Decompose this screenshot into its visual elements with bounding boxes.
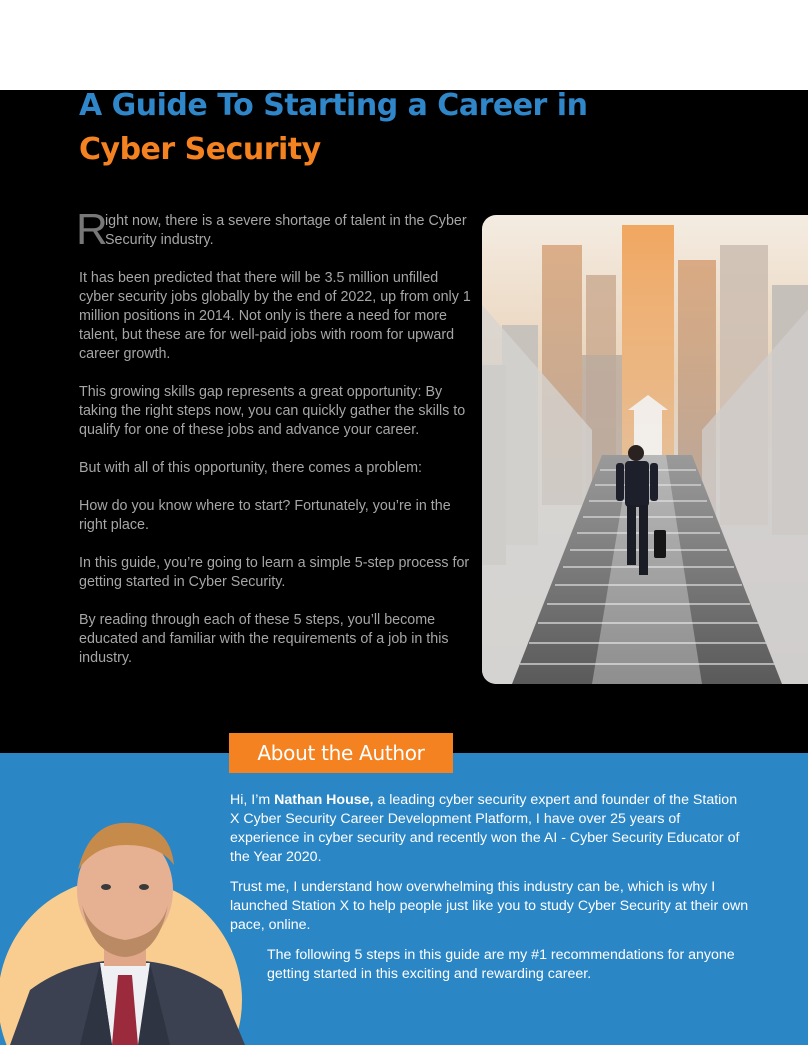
page-title — [79, 84, 779, 172]
intro-paragraph-1 — [76, 205, 471, 254]
hero-image-staircase — [482, 215, 808, 684]
author-photo — [0, 815, 250, 1045]
author-bio — [230, 791, 750, 995]
intro-paragraph-1-text: ight now, there is a severe shortage of talent in the Cyber Security industry. — [105, 213, 467, 248]
author-paragraph-1 — [230, 791, 750, 867]
author-name: Nathan House, — [274, 792, 374, 808]
drop-cap: R — [76, 205, 108, 254]
intro-paragraph-3: This growing skills gap represents a great opportunity: By taking the right steps now, you can quickly gather the skills to qualify for one of these jobs and advance your career. — [79, 384, 466, 438]
intro-paragraph-5: How do you know where to start? Fortunately, you’re in the right place. — [79, 498, 451, 533]
top-white-band — [0, 0, 808, 90]
author-greeting: Hi, I’m — [230, 792, 271, 808]
staircase-illustration — [482, 215, 808, 684]
author-portrait — [0, 815, 250, 1045]
author-paragraph-1-text: a leading cyber security expert and founder of the Station X Cyber Security Career Development Platform, I have over 25 years of experience in cyber security and recently won the AI - Cyber Security Educator of the Year 2020. — [230, 792, 740, 865]
intro-paragraph-4: But with all of this opportunity, there comes a problem: — [79, 460, 423, 476]
title-line-blue: A Guide To Starting a Career in — [79, 88, 588, 123]
author-paragraph-3: The following 5 steps in this guide are my #1 recommendations for anyone getting started in this exciting and rewarding career. — [267, 947, 735, 982]
intro-paragraph-7: By reading through each of these 5 steps, you’ll become educated and familiar with the requirements of a job in this industry. — [79, 612, 449, 666]
author-paragraph-2: Trust me, I understand how overwhelming this industry can be, which is why I launched Station X to help people just like you to study Cyber Security at their own pace, online. — [230, 879, 749, 933]
intro-text — [76, 205, 471, 687]
intro-paragraph-2: It has been predicted that there will be 3.5 million unfilled cyber security jobs globally by the end of 2022, up from only 1 million positions in 2014. Not only is there a need for more talent, but these are for well-paid jobs with room for upward career growth. — [79, 270, 471, 362]
title-line-orange: Cyber Security — [79, 132, 321, 167]
intro-paragraph-6: In this guide, you’re going to learn a simple 5-step process for getting started in Cyber Security. — [79, 555, 470, 590]
about-author-heading: About the Author — [229, 733, 453, 773]
